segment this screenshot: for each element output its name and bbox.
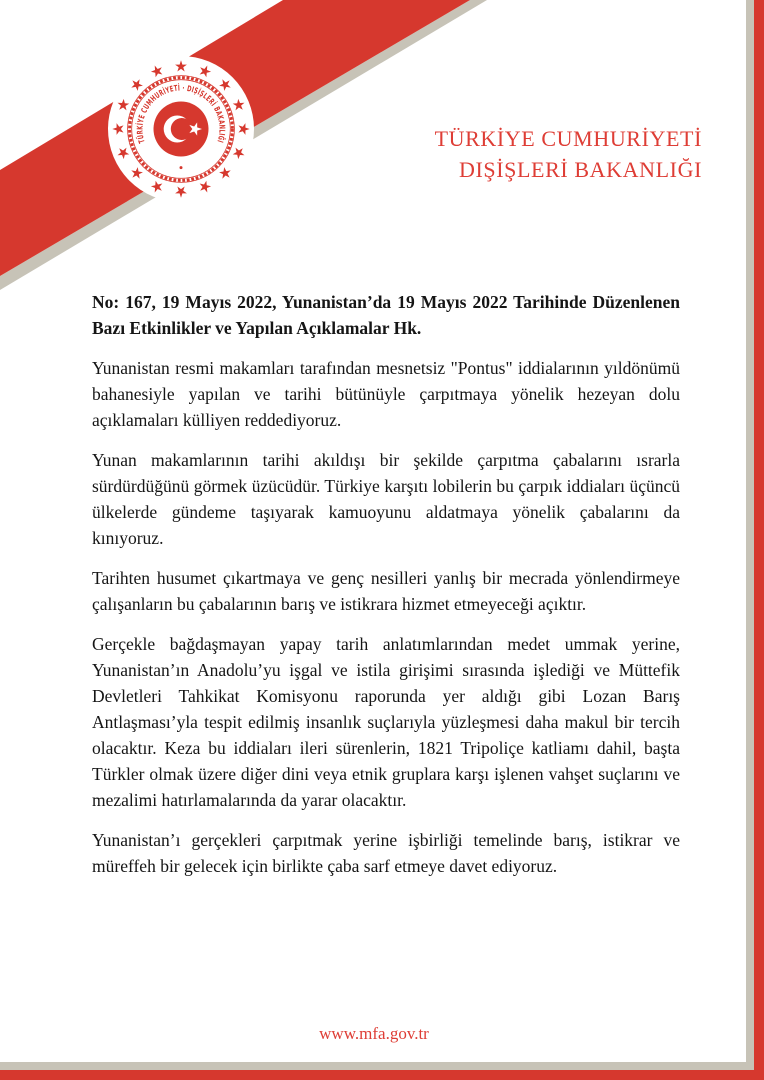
body-paragraph: Gerçekle bağdaşmayan yapay tarih anlatımlarından medet ummak yerine, Yunanistan’ın Anadolu’yu işgal ve istila girişimi sırasında işlediği ve Müttefik Devletleri Tahkikat Komisyonu raporunda yer aldığı gibi Lozan Barış Antlaşması’yla tespit edilmiş insanlık suçlarıyla yüzleşmesi daha makul bir tercih olacaktır. Keza bu iddiaları ileri sürenlerin, 1821 Tripoliçe katliamı dahil, başta Türkler olmak üzere diğer dini veya etnik gruplara karşı işlenen vahşet suçlarını ve mezalimi hatırlamalarında da yarar olacaktır. xyxy=(92,634,680,810)
body-paragraph: Yunanistan’ı gerçekleri çarpıtmak yerine işbirliği temelinde barış, istikrar ve müreffeh bir gelecek için birlikte çaba sarf etmeye davet ediyoruz. xyxy=(92,830,680,876)
body-paragraph: Yunanistan resmi makamları tarafından mesnetsiz "Pontus" iddialarının yıldönümü bahanesiyle yapılan ve tarihi bütünüyle çarpıtmaya yönelik hezeyan dolu açıklamaları külliyen reddediyoruz. xyxy=(92,358,680,430)
crescent-cutout xyxy=(171,118,193,140)
subject-heading: No: 167, 19 Mayıs 2022, Yunanistan’da 19 Mayıs 2022 Tarihinde Düzenlenen Bazı Etkinlikler ve Yapılan Açıklamalar Hk. xyxy=(92,292,680,338)
emblem-bottom-dot xyxy=(180,166,183,169)
body-paragraph: Yunan makamlarının tarihi akıldışı bir şekilde çarpıtma çabalarını ısrarla sürdürdüğünü görmek üzücüdür. Türkiye karşıtı lobilerin bu çarpık iddiaları üçüncü ülkelerde gündeme taşıyarak kamuoyunu aldatmaya yönelik çabalarını da kınıyoruz. xyxy=(92,450,680,548)
press-release-body xyxy=(92,289,680,893)
ministry-emblem-icon xyxy=(108,56,254,202)
bottom-border-gray xyxy=(0,1062,754,1070)
emblem-ring-text: TÜRKİYE CUMHURİYETİ · DIŞİŞLERİ BAKANLIĞI xyxy=(135,83,227,146)
website-link[interactable]: www.mfa.gov.tr xyxy=(319,1024,429,1043)
footer xyxy=(0,1024,748,1044)
bottom-border-red xyxy=(0,1070,764,1080)
right-border-red xyxy=(754,0,764,1080)
ministry-title-line2: DIŞİŞLERİ BAKANLIĞI xyxy=(459,157,702,182)
ministry-title-line1: TÜRKİYE CUMHURİYETİ xyxy=(434,126,702,151)
right-border-gray xyxy=(746,0,754,1070)
body-paragraph: Tarihten husumet çıkartmaya ve genç nesilleri yanlış bir mecrada yönlendirmeye çalışanların bu çabalarının barış ve istikrara hizmet etmeyeceği açıktır. xyxy=(92,568,680,614)
ministry-title xyxy=(435,123,702,185)
